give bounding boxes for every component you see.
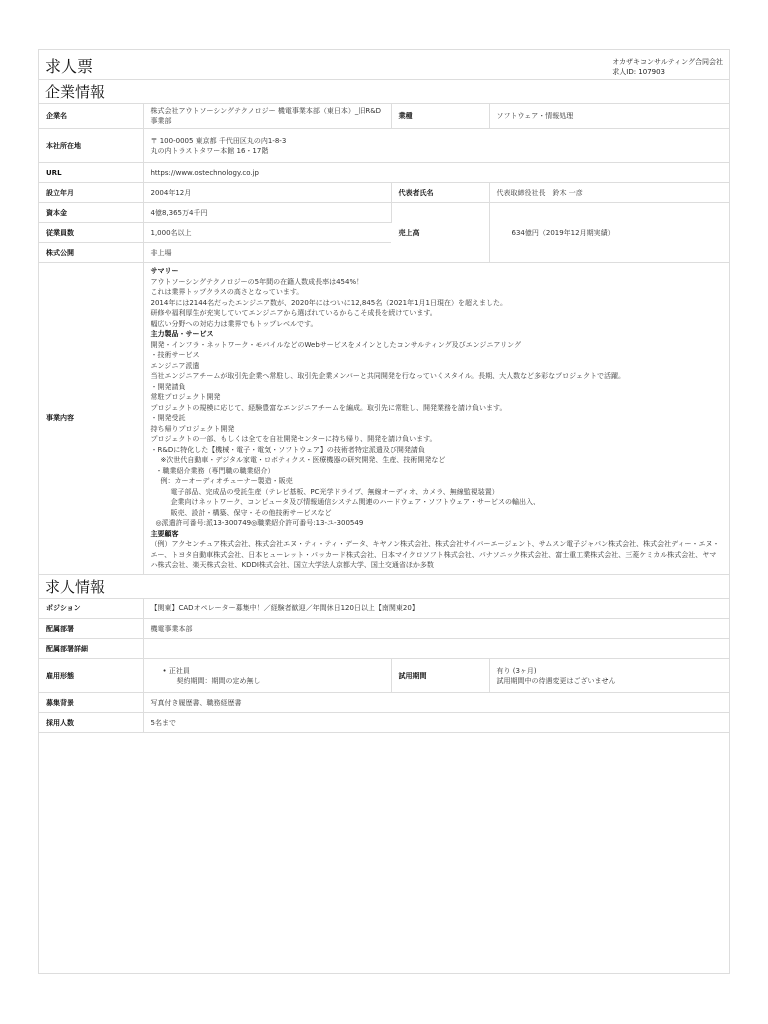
address-value [143,129,729,163]
business-line: 販売、設計・構築、保守・その他技術サービスなど [170,508,332,517]
address-line1: 〒 100-0005 東京都 千代田区丸の内1-8-3 [150,136,287,145]
business-line: プロジェクトの一部、もしくは全てを自社開発センターに持ち帰り、開発を請け負います。 [150,435,437,443]
dept-detail-label: 配属部署詳細 [39,639,143,659]
employment-value [143,659,391,693]
hires-row [39,713,729,733]
dept-row [39,619,729,639]
business-line: （例）アクセンチュア株式会社、株式会社エヌ・ティ・ティ・データ、キヤノン株式会社、株式会社サイバーエージェント、サムスン電子ジャパン株式会社、株式会社ディー・エヌ・エー、トヨタ自動車株式会社、日本ヒューレット・パッカード株式会社、日本マイクロソフト株式会社、パナソニック株式会社、富士重工業株式会社、三菱ケミカル株式会社、ヤマハ株式会社、楽天株式会社、KDDI株式会社、国立大学法人京都大学、国土交通省ほか多数 [150,540,720,569]
dept-detail-row [39,639,729,659]
trial-label: 試用期間 [391,659,489,693]
business-line: サマリー [150,267,179,275]
business-line: ・開発受託 [150,414,186,422]
employees-value: 1,000名以上 [143,223,391,243]
employees-label: 従業員数 [39,223,143,243]
business-line: 主要顧客 [150,529,179,538]
business-line: 例：カーオーディオチューナー製造・販売 [160,477,293,485]
business-line: 主力製品・サービス [150,330,214,338]
dept-label: 配属部署 [39,619,143,639]
position-row [39,599,729,619]
business-line: 幅広い分野への対応力は業界でもトップレベルです。 [150,319,318,328]
doc-title: 求人票 [45,57,94,76]
business-line: 持ち帰りプロジェクト開発 [150,424,235,433]
job-id: 求人ID: 107903 [612,68,666,76]
employment-line2: 契約期間：期間の定め無し [176,676,261,685]
company-info-table [39,104,729,575]
sheet-header [39,49,729,80]
company-meta [612,57,723,77]
business-line: アウトソーシングテクノロジーの5年間の在籍人数成長率は454%！ [150,277,364,286]
background-row [39,693,729,713]
address-label: 本社所在地 [39,129,143,163]
job-sheet [38,49,730,974]
business-line: 企業向けネットワーク、コンピュータ及び情報通信システム関連のハードウェア・ソフトウェア・サービスの輸出入、 [170,498,540,506]
business-line: プロジェクトの規模に応じて、経験豊富なエンジニアチームを編成。取引先に常駐し、開発業務を請け負います。 [150,403,507,412]
background-label: 募集背景 [39,693,143,713]
listing-value: 非上場 [143,243,391,263]
business-line: ◎派遣許可番号:派13-300749◎職業紹介許可番号:13-ユ-300549 [155,519,364,527]
business-line: ・技術サービス [150,351,200,359]
hires-value: 5名まで [143,713,729,733]
business-label: 事業内容 [39,263,143,575]
address-row [39,129,729,163]
company-name-value: 株式会社アウトソーシングテクノロジー 機電事業本部（東日本）_旧R&D事業部 [143,104,391,129]
business-row [39,263,729,575]
representative-label: 代表者氏名 [391,183,489,203]
business-line: ※次世代自動車・デジタル家電・ロボティクス・医療機器の研究開発、生産、技術開発など [160,456,446,464]
employment-label: 雇用形態 [39,659,143,693]
business-line: 電子部品、完成品の受託生産（テレビ基板、PC光学ドライブ、無線オーディオ、カメラ、無線監視装置） [170,487,499,496]
business-line: ・R&Dに特化した【機械・電子・電気・ソフトウェア】の技術者特定派遣及び開発請負 [150,445,425,454]
company-name-label: 企業名 [39,104,143,129]
url-label: URL [39,163,143,183]
business-line: 常駐プロジェクト開発 [150,393,221,401]
business-line: 開発・インフラ・ネットワーク・モバイルなどのWebサービスをメインとしたコンサルティング及びエンジニアリング [150,340,521,349]
founded-value: 2004年12月 [143,183,391,203]
trial-line1: 有り (3ヶ月) [496,666,537,675]
job-info-table [39,599,729,734]
company-section-title: 企業情報 [39,80,729,104]
trial-line2: 試用期間中の待遇変更はございません [496,676,616,685]
business-line: 2014年には2144名だったエンジニア数が、2020年にはついに12,845名（2021年1月1日現在）を超えました。 [150,298,507,307]
business-line: 研修や福利厚生が充実していてエンジニアから選ばれているからこそ成長を続けています。 [150,309,437,317]
company-name-row [39,104,729,129]
business-line: ・職業紹介業務（専門職の職業紹介） [155,466,275,475]
listing-label: 株式公開 [39,243,143,263]
agency-name: オカザキコンサルティング合同会社 [612,58,723,66]
employment-row [39,659,729,693]
industry-label: 業種 [391,104,489,129]
dept-value: 機電事業本部 [143,619,729,639]
hires-label: 採用人数 [39,713,143,733]
employment-line1: • 正社員 [162,666,190,675]
founded-label: 設立年月 [39,183,143,203]
position-value: 【関東】CADオペレーター募集中！／経験者歓迎／年間休日120日以上【南関東20】 [143,599,729,619]
background-value: 写真付き履歴書、職務経歴書 [143,693,729,713]
capital-row [39,203,729,223]
business-content [143,263,729,575]
capital-value: 4億8,365万4千円 [143,203,391,223]
dept-detail-value [143,639,729,659]
sales-value: 634億円（2019年12月期実績） [489,203,729,263]
business-line: これは業界トップクラスの高さとなっています。 [150,288,304,296]
business-line: エンジニア派遣 [150,361,200,370]
url-row [39,163,729,183]
founded-row [39,183,729,203]
business-line: 当社エンジニアチームが取引先企業へ常駐し、取引先企業メンバーと共同開発を行なっていくスタイル。長期、大人数など多彩なプロジェクトで活躍。 [150,372,625,380]
business-line: ・開発請負 [150,382,186,391]
position-label: ポジション [39,599,143,619]
representative-value: 代表取締役社長 鈴木 一彦 [489,183,729,203]
capital-label: 資本金 [39,203,143,223]
job-section-title: 求人情報 [39,575,729,599]
url-link[interactable]: https://www.ostechnology.co.jp [143,163,729,183]
sales-label: 売上高 [391,203,489,263]
industry-value: ソフトウェア・情報処理 [489,104,729,129]
trial-value [489,659,729,693]
address-line2: 丸の内トラストタワー本館 16・17階 [150,146,269,155]
